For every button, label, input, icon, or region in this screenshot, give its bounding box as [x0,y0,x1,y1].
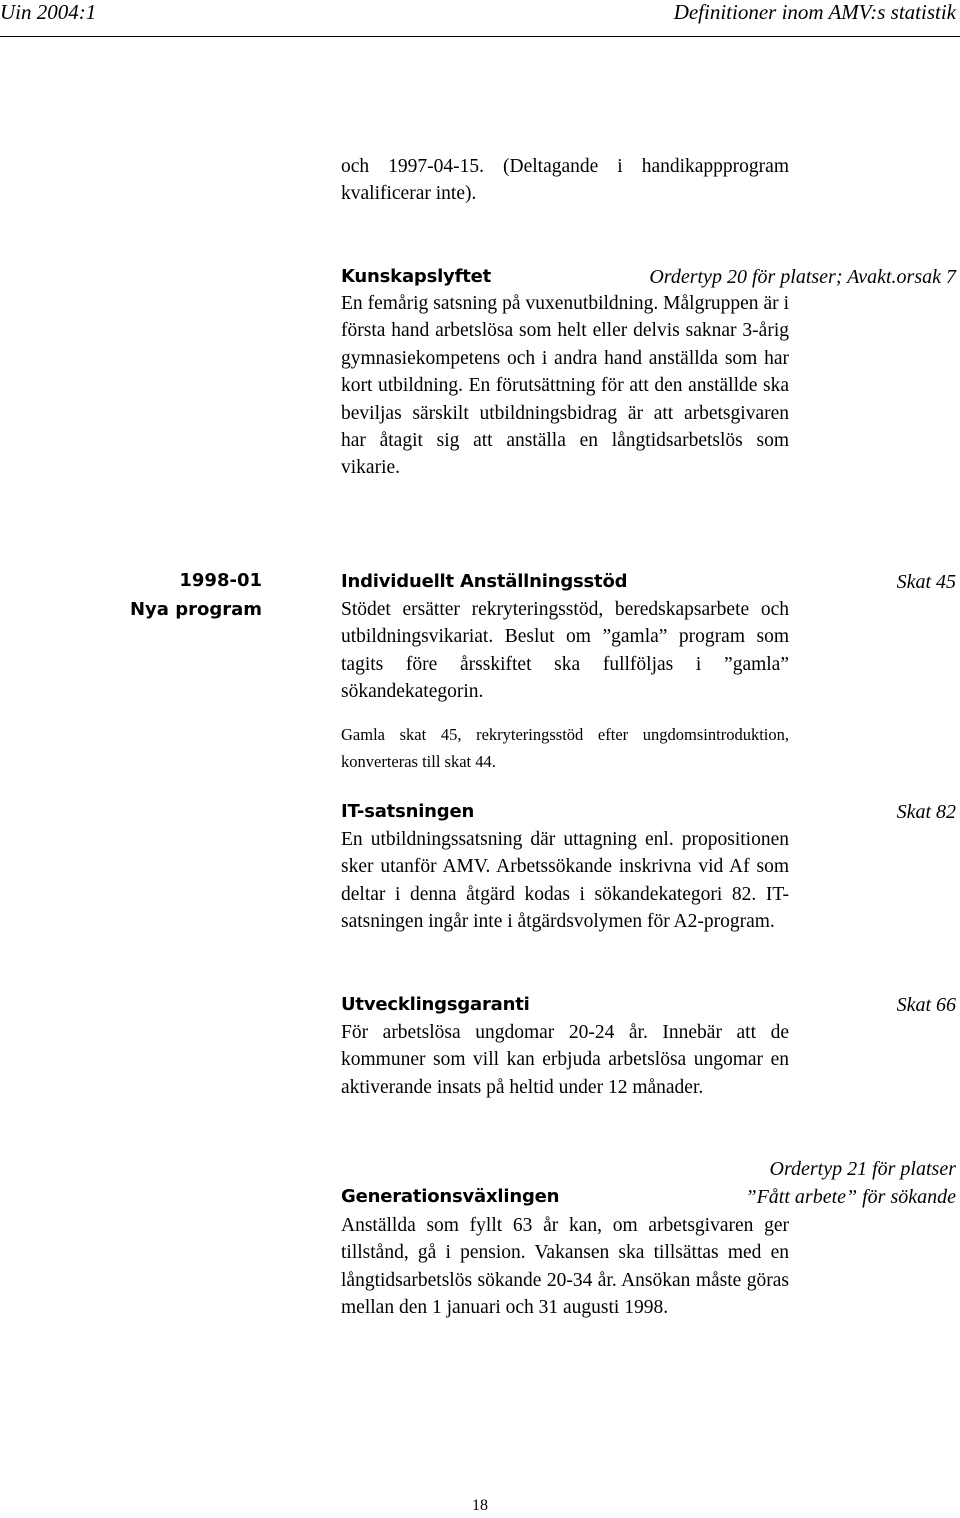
kunskapslyftet-tag: Ordertyp 20 för platser; Avakt.orsak 7 [649,266,956,288]
intro-paragraph: och 1997-04-15. (Deltagande i handikappprogram kvalificerar inte). [341,156,789,205]
generationsvaxlingen-body: Anställda som fyllt 63 år kan, om arbetsgivaren ger tillstånd, gå i pension. Vakansen ska tillsättas med en långtidsarbetslös sökande 20-34 år. Ansökan måste göras mellan den 1 januari och 31 augusti 1998. [341,1215,789,1319]
page-header [0,0,960,40]
side-date: 1998-01 [179,570,262,591]
generationsvaxlingen-tag-1: Ordertyp 21 för platser [769,1158,956,1180]
it-body: En utbildningssatsning där uttagning enl. propositionen sker utanför AMV. Arbetssökande inskrivna vid Af som deltar i denna åtgärd kodas i sökandekategori 82. IT-satsningen ingår inte i åtgärdsvolymen för A2-program. [341,829,789,933]
page-number: 18 [472,1497,488,1514]
kunskapslyftet-body: En femårig satsning på vuxenutbildning. Målgruppen är i första hand arbetslösa som helt eller delvis saknar 3-årig gymnasiekompetens och i andra hand anställda som har kort utbildning. En förutsättning för att den anställde ska beviljas särskilt utbildningsbidrag är att arbetsgivaren har åtagit sig att anställa en långtidsarbetslös som vikarie. [341,293,789,479]
header-rule [0,36,960,37]
utvecklingsgaranti-title: Utvecklingsgaranti [341,994,530,1015]
kunskapslyftet-title: Kunskapslyftet [341,266,492,287]
header-right: Definitioner inom AMV:s statistik [673,0,956,24]
side-label [100,566,262,624]
generationsvaxlingen-title: Generationsväxlingen [341,1186,560,1207]
generationsvaxlingen-tag-2: ”Fått arbete” för sökande [745,1186,956,1208]
side-text: Nya program [129,599,262,620]
individuellt-note: Gamla skat 45, rekryteringsstöd efter ungdomsintroduktion, konverteras till skat 44. [341,725,789,771]
utvecklingsgaranti-body: För arbetslösa ungdomar 20-24 år. Innebär att de kommuner som vill kan erbjuda arbetslösa ungomar en aktiverande insats på heltid under 12 månader. [341,1022,789,1098]
individuellt-tag: Skat 45 [896,571,956,593]
it-tag: Skat 82 [896,801,956,823]
header-left: Uin 2004:1 [0,0,97,24]
individuellt-title: Individuellt Anställningsstöd [341,571,628,592]
it-title: IT-satsningen [341,801,475,822]
individuellt-body: Stödet ersätter rekryteringsstöd, beredskapsarbete och utbildningsvikariat. Beslut om ”gamla” program som tagits före årsskiftet ska fullföljas i ”gamla” sökandekategorin. [341,599,789,703]
utvecklingsgaranti-tag: Skat 66 [896,994,956,1016]
